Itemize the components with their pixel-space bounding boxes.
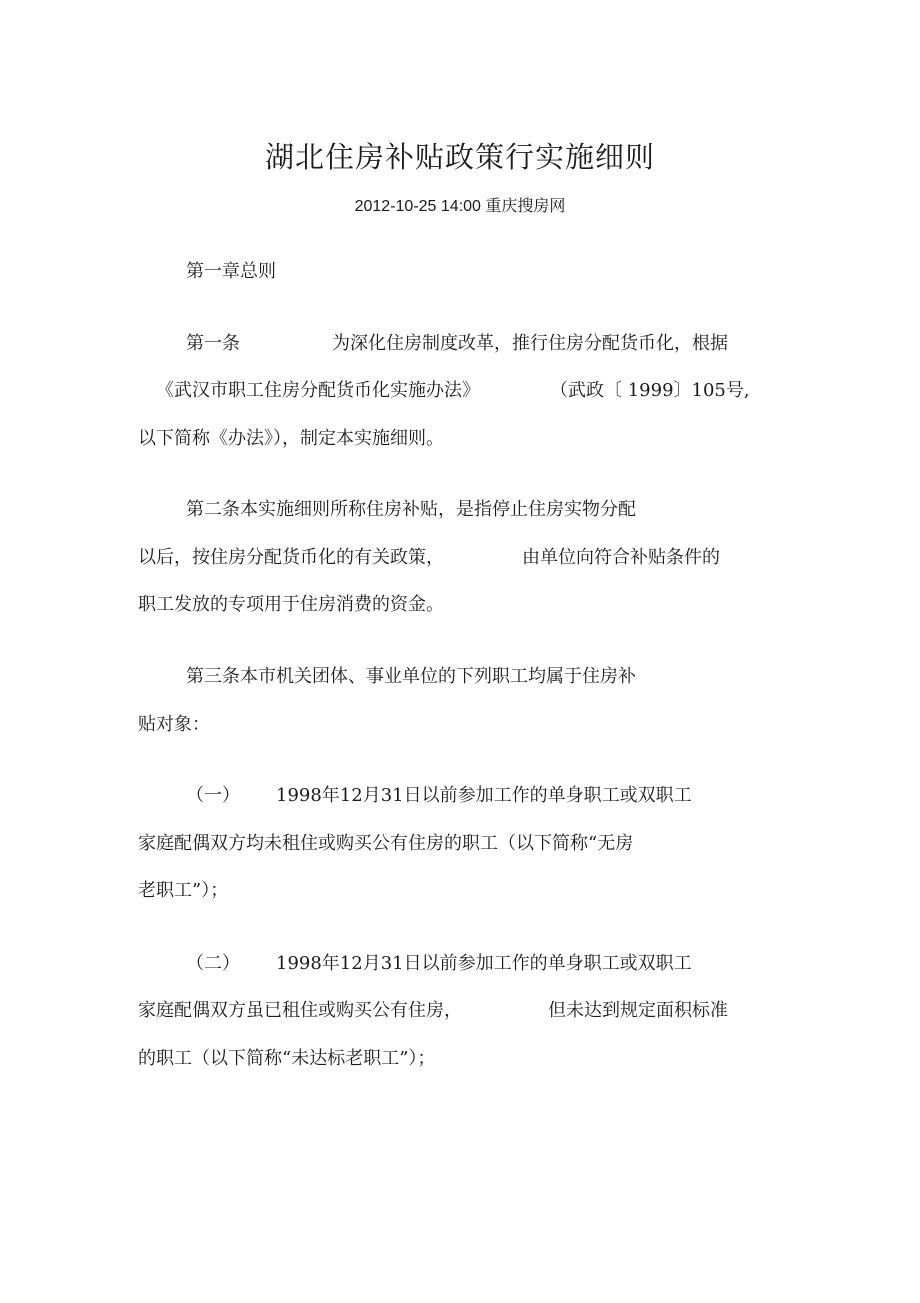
article3-line2: 贴对象： — [138, 714, 210, 735]
article2-line2b: 由单位向符合补贴条件的 — [522, 547, 720, 568]
article1-line3: 以下简称《办法》），制定本实施细则。 — [138, 428, 444, 449]
article1-line2b: （武政〔 1999〕105号, — [550, 380, 750, 401]
article2-line2a: 以后，按住房分配货币化的有关政策， — [138, 547, 444, 568]
article1-line2a: 《武汉市职工住房分配货币化实施办法》 — [156, 380, 480, 401]
item1-line1: 1998年12月31日以前参加工作的单身职工或双职工 — [276, 785, 692, 806]
article1-line1: 为深化住房制度改革，推行住房分配货币化，根据 — [332, 333, 728, 354]
chapter-heading: 第一章总则 — [186, 261, 276, 282]
item2-line1: 1998年12月31日以前参加工作的单身职工或双职工 — [276, 953, 692, 974]
article2-line3: 职工发放的专项用于住房消费的资金。 — [138, 594, 444, 615]
article3-line1: 第三条本市机关团体、事业单位的下列职工均属于住房补 — [186, 666, 636, 687]
document-subtitle: 2012-10-25 14:00 重庆搜房网 — [354, 198, 566, 215]
item1-line3: 老职工”）； — [138, 880, 229, 901]
article1-label: 第一条 — [186, 333, 240, 354]
item2-line2b: 但未达到规定面积标准 — [548, 1000, 728, 1021]
item2-label: （二） — [186, 953, 240, 974]
item2-line2a: 家庭配偶双方虽已租住或购买公有住房， — [138, 1000, 462, 1021]
article2-line1: 第二条本实施细则所称住房补贴，是指停止住房实物分配 — [186, 499, 636, 520]
item2-line3: 的职工（以下简称“未达标老职工”）； — [138, 1048, 436, 1069]
document-title: 湖北住房补贴政策行实施细则 — [264, 140, 655, 174]
item1-line2: 家庭配偶双方均未租住或购买公有住房的职工（以下简称“无房 — [138, 833, 634, 854]
item1-label: （一） — [186, 785, 240, 806]
